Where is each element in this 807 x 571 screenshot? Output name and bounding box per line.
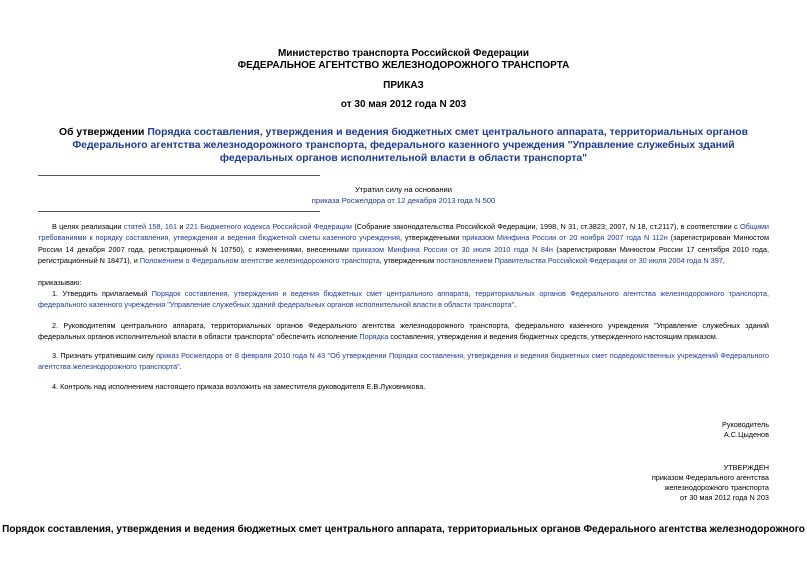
ministry-name: Министерство транспорта Российской Федерации — [277, 48, 530, 59]
item-1 — [38, 288, 769, 311]
approved-line-2: приказом Федерального агентства — [651, 473, 769, 482]
link-government-decree-397[interactable]: постановлением Правительства Российской Федерации от 30 июля 2004 года N 397 — [436, 256, 723, 266]
item-text: составления, утверждения и ведения бюджетных средств, утвержденного настоящим приказом. — [388, 332, 718, 342]
approved-label: УТВЕРЖДЕН — [723, 463, 769, 472]
item-text: 3. Признать утратившим силу — [52, 351, 157, 360]
item-2 — [38, 320, 769, 343]
approved-block — [652, 463, 769, 503]
item-text: . — [514, 300, 517, 310]
link-order-43[interactable]: приказ Росжелдора от 8 февраля 2010 года N 43 "Об утверждении Порядка составления, утверждения и ведения бюджетных смет подведомственных учреждений Федерального агентства железнодорожного транспорта" — [38, 351, 769, 372]
item-3 — [38, 350, 769, 373]
link-minfin-order-112n[interactable]: приказом Минфина России от 20 ноября 2007 года N 112н — [462, 233, 668, 243]
intro-text: , — [160, 222, 165, 231]
document-type: ПРИКАЗ — [383, 80, 424, 91]
intro-text: (зарегистрирован Минюстом России 17 сентября 2010 года, регистрационный N 18471), и — [38, 244, 769, 266]
document-date-number: от 30 мая 2012 года N 203 — [340, 99, 467, 110]
signature-block — [722, 420, 769, 440]
link-budget-code[interactable]: 221 Бюджетного кодекса Российской Федерации — [185, 222, 353, 231]
status-link[interactable]: приказа Росжелдора от 12 декабря 2013 года N 500 — [311, 196, 496, 205]
intro-text: В целях реализации — [52, 222, 124, 231]
intro-text: , утвержденными — [400, 233, 463, 243]
document-title — [38, 126, 769, 165]
status-line-1: Утратил силу на основании — [354, 185, 453, 194]
link-procedure[interactable]: Порядок составления, утверждения и ведения бюджетных смет центрального аппарата, территориальных органов Федерального агентства железнодорожного транспорта, федерального казенного учреждения "Управление служебных зданий федеральных органов исполнительной власти в области транспорта" — [38, 289, 769, 310]
divider-top — [38, 175, 320, 176]
order-word: приказываю: — [38, 278, 82, 287]
item-text: 2. Руководителям центрального аппарата, территориальных органов Федерального агентства железнодорожного транспорта, федерального казенного учреждения "Управление служебных зданий федеральных органов исполнительной власти в области транспорта" обеспечить исполнение — [38, 321, 769, 342]
intro-text: , утвержденным — [379, 256, 437, 266]
intro-paragraph — [38, 221, 769, 267]
intro-text: (зарегистрирован Минюстом России 14 декабря 2007 года, регистрационный N 10750), с изменениями, внесенными — [38, 233, 769, 254]
title-prefix: Об утверждении — [59, 127, 148, 138]
intro-text: (Собрание законодательства Российской Федерации, 1998, N 31, ст.3823; 2007, N 18, ст.2117), в соответствии с — [352, 222, 740, 231]
link-article-161[interactable]: 161 — [164, 222, 178, 231]
link-minfin-order-84n[interactable]: приказом Минфина России от 30 июля 2010 года N 84н — [352, 244, 553, 254]
intro-text: , — [722, 256, 725, 266]
procedure-title: Порядок составления, утверждения и ведения бюджетных смет центрального аппарата, территориальных органов Федерального агентства железнодорожного — [2, 524, 805, 535]
divider-bottom — [38, 211, 320, 212]
item-text: . — [179, 362, 182, 372]
item-text: 1. Утвердить прилагаемый — [52, 289, 152, 298]
approved-line-4: от 30 мая 2012 года N 203 — [680, 493, 769, 502]
signature-name: А.С.Цыденов — [723, 430, 769, 439]
link-agency-regulation[interactable]: Положением о Федеральном агентстве железнодорожного транспорта — [139, 256, 380, 266]
agency-name: ФЕДЕРАЛЬНОЕ АГЕНТСТВО ЖЕЛЕЗНОДОРОЖНОГО ТРАНСПОРТА — [237, 60, 570, 71]
approved-line-3: железнодорожного транспорта — [664, 483, 769, 492]
title-link[interactable]: Порядка составления, утверждения и ведения бюджетных смет центрального аппарата, территориальных органов Федерального агентства железнодорожного транспорта, федерального казенного учреждения "Управление служебных зданий федеральных органов исполнительной власти в области транспорта" — [72, 127, 748, 164]
link-procedure-short[interactable]: Порядка — [359, 332, 389, 342]
link-general-requirements[interactable]: Общими требованиями к порядку составления, утверждения и ведения бюджетной сметы казенного учреждения — [38, 222, 769, 243]
intro-text: и — [177, 222, 186, 231]
signature-role: Руководитель — [721, 420, 769, 429]
item-4: 4. Контроль над исполнением настоящего приказа возложить на заместителя руководителя Е.В.Луковникова. — [52, 382, 426, 391]
link-article-158[interactable]: статей 158 — [123, 222, 161, 231]
